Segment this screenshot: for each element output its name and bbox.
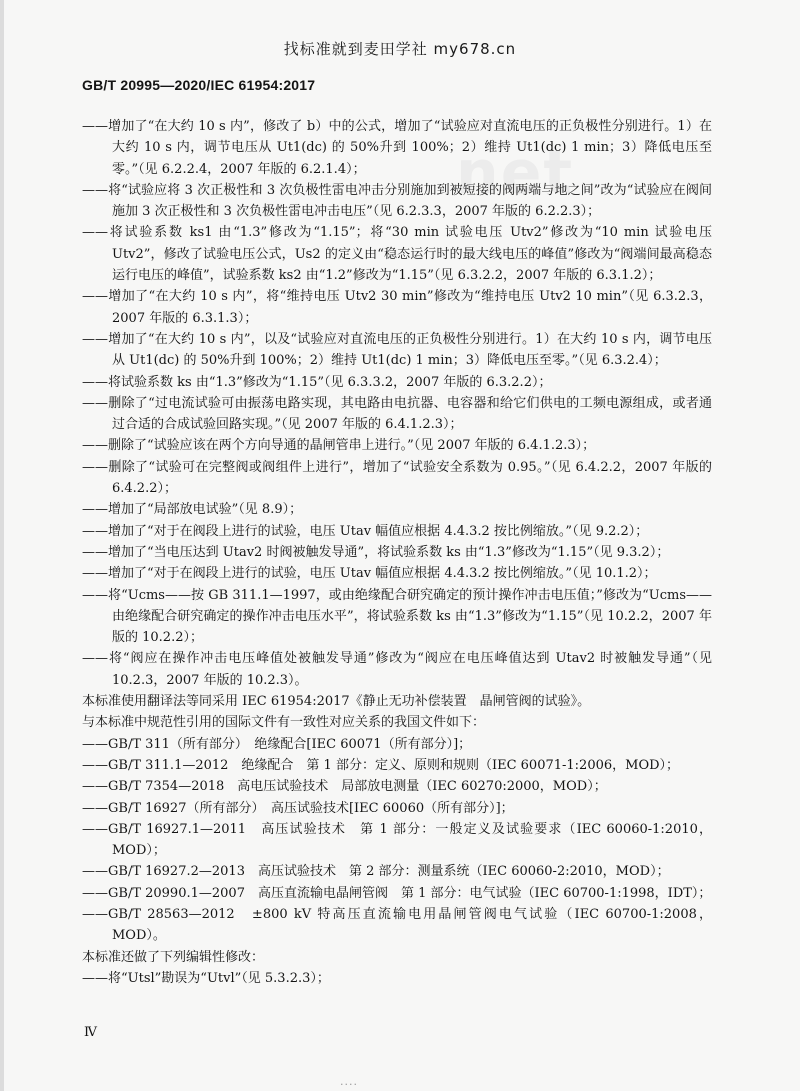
list-item: ——增加了“对于在阀段上进行的试验，电压 Utav 幅值应根据 4.4.3.2 按比例缩放。”（见 10.1.2）； bbox=[82, 566, 657, 582]
list-item: ——GB/T 16927.1—2011 高压试验技术 第 1 部分：一般定义及试验要求（IEC 60060-1:2010，MOD）； bbox=[82, 821, 712, 859]
list-item: ——GB/T 16927.2—2013 高压试验技术 第 2 部分：测量系统（IEC 60060-2:2010，MOD）； bbox=[82, 864, 670, 880]
list-item: ——增加了“局部放电试验”（见 8.9）； bbox=[82, 502, 303, 518]
list-item: ——GB/T 28563—2012 ±800 kV 特高压直流输电用晶闸管阀电气试验（IEC 60700-1:2008，MOD）。 bbox=[82, 906, 712, 944]
list-item: ——将试验系数 ks 由“1.3”修改为“1.15”（见 6.3.3.2，2007 年版的 6.3.2.2）； bbox=[82, 374, 552, 390]
list-item: ——增加了“当电压达到 Utav2 时阀被触发导通”，将试验系数 ks 由“1.3”修改为“1.15”（见 9.3.2）； bbox=[82, 544, 670, 560]
list-item: ——增加了“在大约 10 s 内”，将“维持电压 Utv2 30 min”修改为“维持电压 Utv2 10 min”（见 6.3.2.3，2007 年版的 6.3.1.3）； bbox=[82, 289, 712, 326]
list-item: ——将“试验应将 3 次正极性和 3 次负极性雷电冲击分别施加到被短接的阀两端与地之间”改为“试验应在阀间施加 3 次正极性和 3 次负极性雷电冲击电压”（见 6.2.3.3，2007 年版的 6.2.2.3）； bbox=[82, 182, 712, 220]
paragraph: 本标准还做了下列编辑性修改： bbox=[82, 949, 265, 965]
paragraph: 与本标准中规范性引用的国际文件有一致性对应关系的我国文件如下： bbox=[82, 715, 486, 731]
page-number: Ⅳ bbox=[84, 1025, 97, 1040]
list-item: ——将“阀应在操作冲击电压峰值处被触发导通”修改为“阀应在电压峰值达到 Utav2 时被触发导通”（见 10.2.3，2007 年版的 10.2.3）。 bbox=[82, 651, 712, 688]
scan-border bbox=[0, 0, 4, 1091]
list-item: ——GB/T 20990.1—2007 高压直流输电晶闸管阀 第 1 部分：电气试验（IEC 60700-1:1998，IDT）； bbox=[82, 885, 712, 901]
faint-watermark: net bbox=[456, 138, 575, 208]
list-item: ——GB/T 311（所有部分） 绝缘配合[IEC 60071（所有部分）]； bbox=[82, 736, 472, 752]
list-item: ——将试验系数 ks1 由“1.3”修改为“1.15”；将“30 min 试验电压 Utv2”修改为“10 min 试验电压 Utv2”，修改了试验电压公式，Us2 的定义由“稳态运行时的最大线电压的峰值”修改为“阀端间最高稳态运行电压的峰值”，试验系数 ks2 由“1.2”修改为“1.15”（见 6.3.2.2，2007 年版的 6.3.1.2）； bbox=[82, 225, 712, 284]
list-item: ——将“Ucms——按 GB 311.1—1997，或由绝缘配合研究确定的预计操作冲击电压值；”修改为“Ucms——由绝缘配合研究确定的操作冲击电压水平”，将试验系数 ks 由“1.3”修改为“1.15”（见 10.2.2，2007 年版的 10.2.2）； bbox=[82, 587, 712, 646]
list-item: ——增加了“在大约 10 s 内”，以及“试验应对直流电压的正负极性分别进行。1）在大约 10 s 内，调节电压从 Ut1(dc) 的 50%升到 100%；2）维持 Ut1(dc) 1 min；3）降低电压至零。”（见 6.3.2.4）； bbox=[82, 331, 712, 369]
footer-mark: ···· bbox=[340, 1078, 358, 1091]
list-item: ——增加了“对于在阀段上进行的试验，电压 Utav 幅值应根据 4.4.3.2 按比例缩放。”（见 9.2.2）； bbox=[82, 523, 649, 539]
list-item: ——GB/T 311.1—2012 绝缘配合 第 1 部分：定义、原则和规则（IEC 60071-1:2006，MOD）； bbox=[82, 757, 680, 773]
list-item: ——删除了“试验可在完整阀或阀组件上进行”，增加了“试验安全系数为 0.95。”（见 6.4.2.2，2007 年版的 6.4.2.2）； bbox=[82, 459, 712, 497]
list-item: ——删除了“试验应该在两个方向导通的晶闸管串上进行。”（见 2007 年版的 6.4.1.2.3）； bbox=[82, 438, 596, 454]
paragraph: 本标准使用翻译法等同采用 IEC 61954:2017《静止无功补偿装置 晶闸管阀的试验》。 bbox=[82, 694, 591, 710]
standard-header: GB/T 20995—2020/IEC 61954:2017 bbox=[82, 77, 316, 93]
list-item: ——删除了“过电流试验可由振荡电路实现，其电路由电抗器、电容器和给它们供电的工频电源组成，或者通过合适的合成试验回路实现。”（见 2007 年版的 6.4.1.2.3）； bbox=[82, 395, 712, 433]
list-item: ——GB/T 16927（所有部分） 高压试验技术[IEC 60060（所有部分）]； bbox=[82, 800, 514, 816]
document-body bbox=[82, 116, 712, 989]
list-item: ——GB/T 7354—2018 高电压试验技术 局部放电测量（IEC 60270:2000，MOD）； bbox=[82, 779, 607, 795]
list-item: ——将“Utsl”勘误为“Utvl”（见 5.3.2.3）； bbox=[82, 970, 330, 986]
list-item: ——增加了“在大约 10 s 内”，修改了 b）中的公式，增加了“试验应对直流电压的正负极性分别进行。1）在大约 10 s 内，调节电压从 Ut1(dc) 的 50%升到 100%；2）维持 Ut1(dc) 1 min；3）降低电压至零。”（见 6.2.2.4，2007 年版的 6.2.1.4）； bbox=[82, 119, 712, 177]
site-watermark: 找标准就到麦田学社 my678.cn bbox=[283, 40, 517, 58]
